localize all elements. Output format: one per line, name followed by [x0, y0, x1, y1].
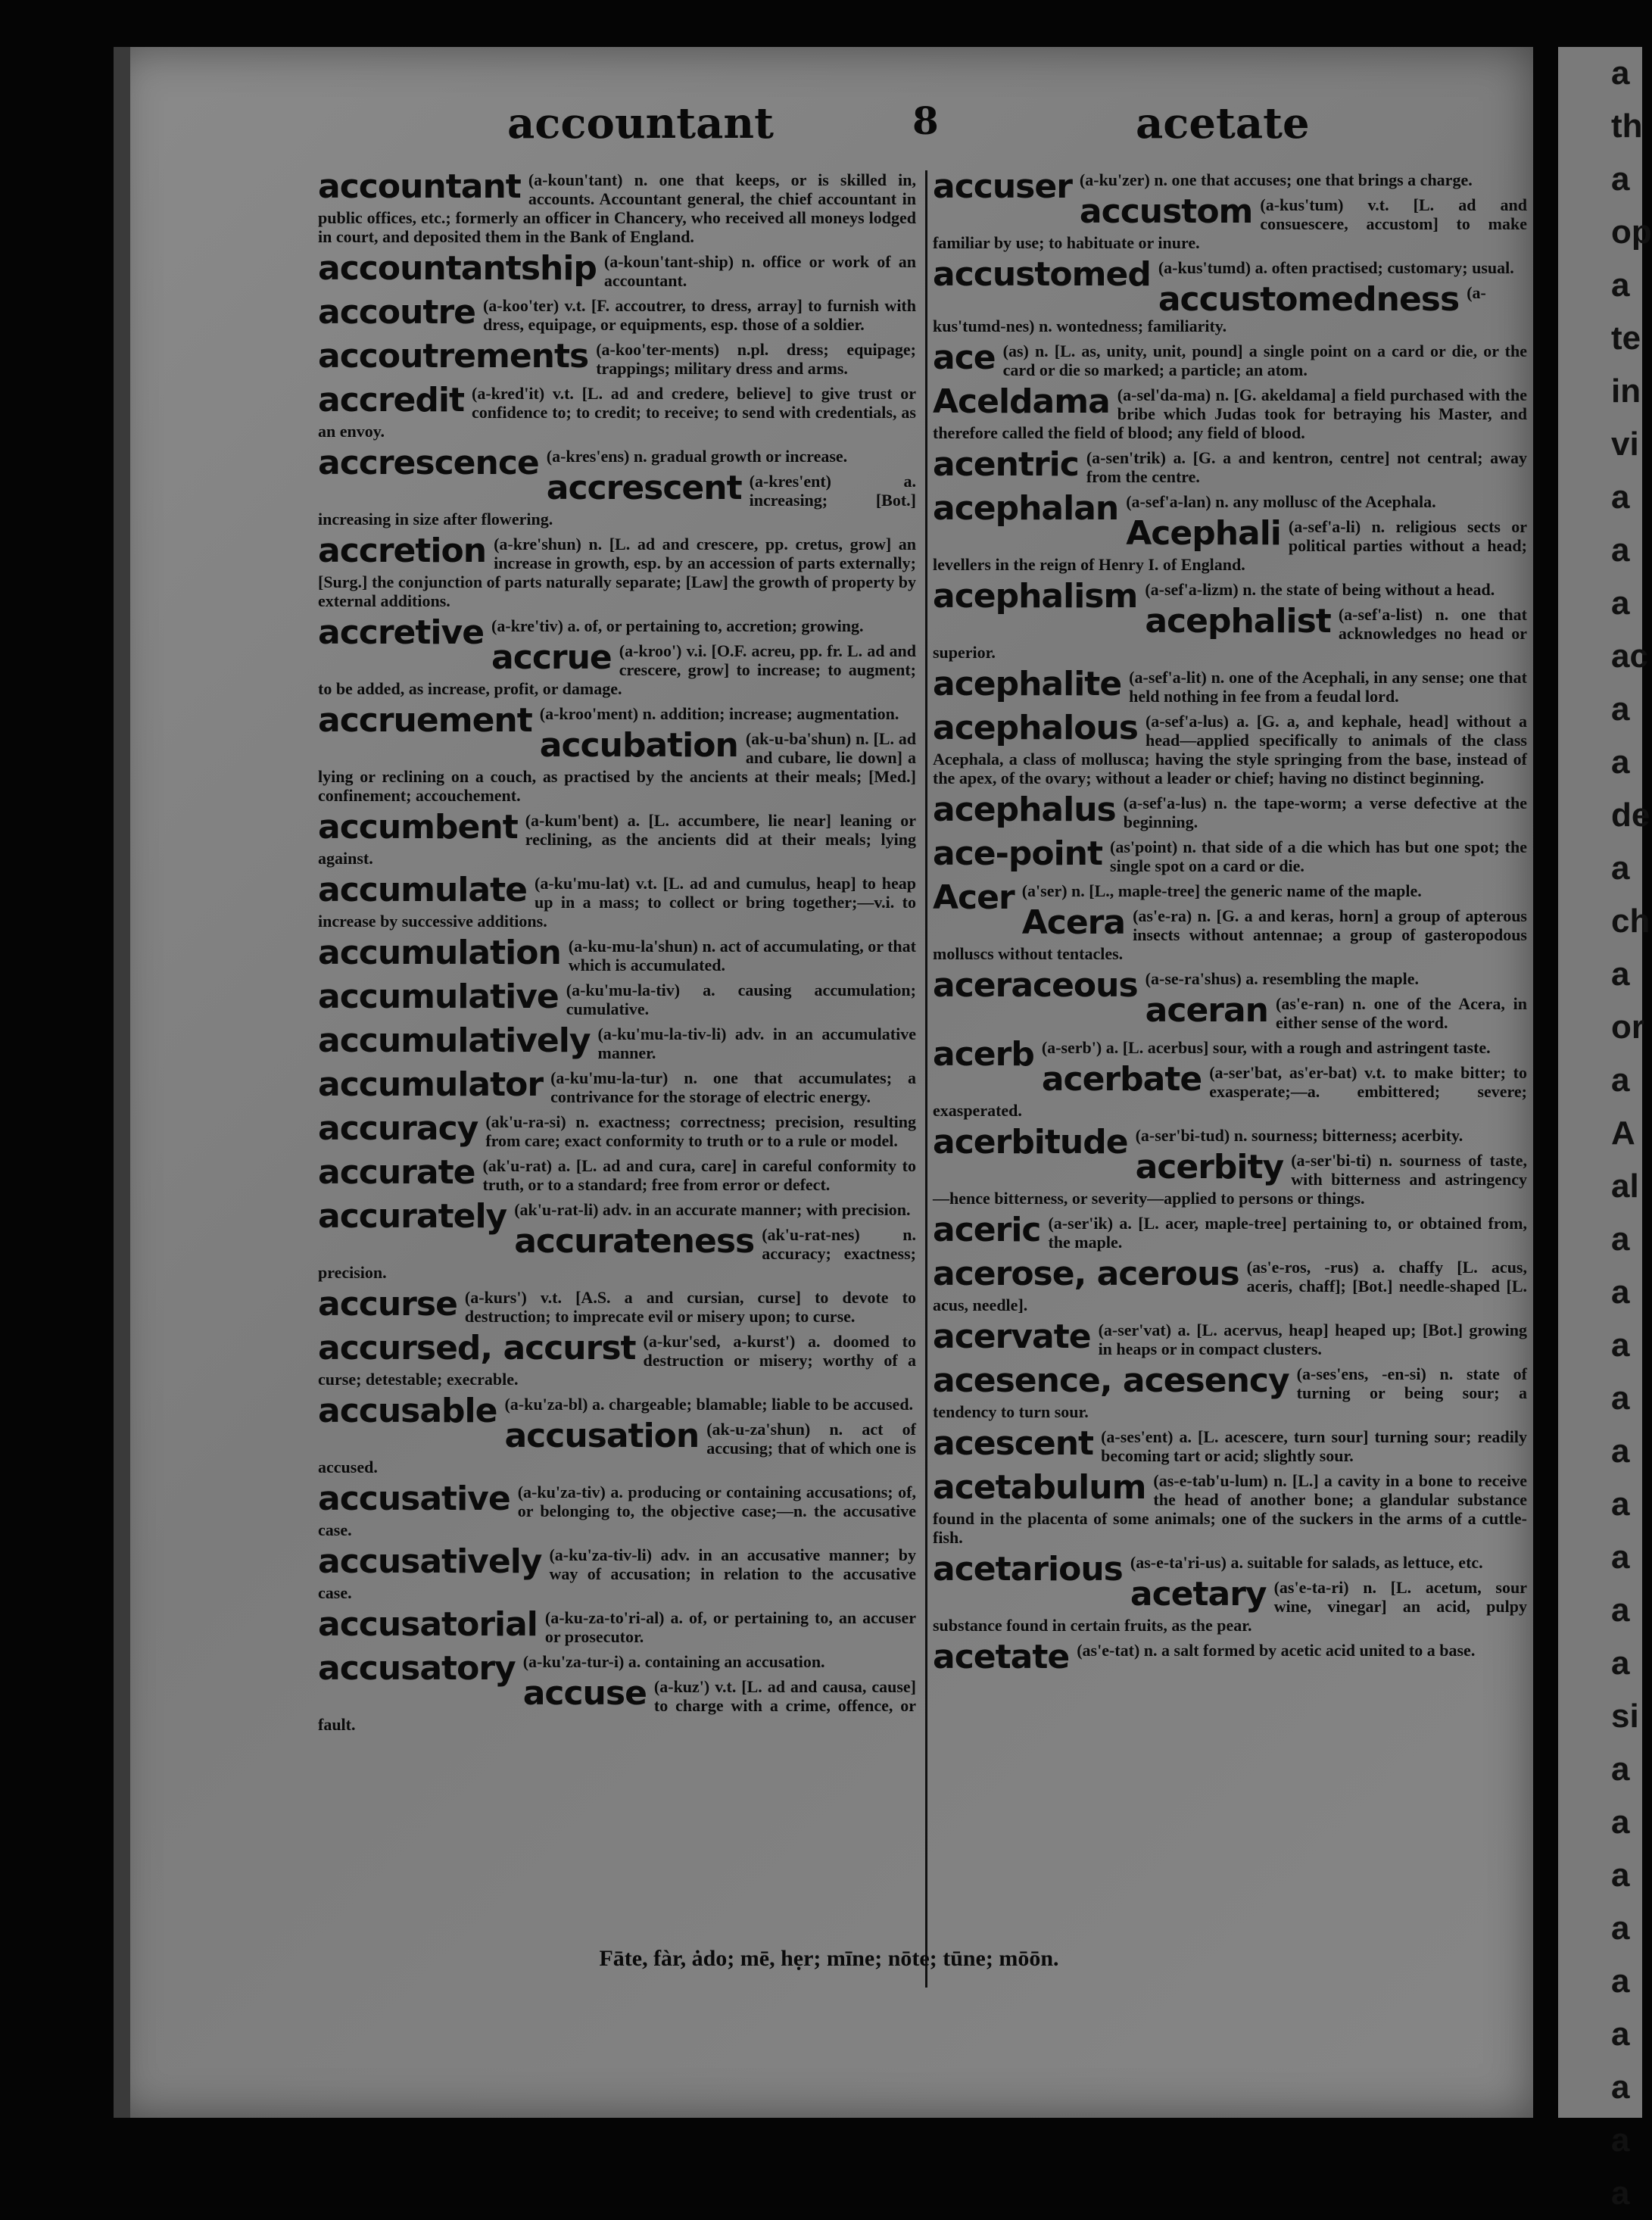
definition: (a-ku'za-tiv-li) adv. in an accusative manner; by way of accusation; in relation to the accusative case.	[318, 1545, 916, 1602]
dictionary-entry	[933, 709, 1527, 787]
adjacent-page-fragment: te	[1611, 320, 1641, 357]
definition: (a-ku-mu-la'shun) n. act of accumulating, or that which is accumulated.	[568, 937, 916, 974]
headword: accustomed	[933, 255, 1151, 294]
page-header	[129, 61, 1529, 159]
column-divider	[925, 170, 927, 1988]
headword: accubation	[539, 726, 738, 765]
adjacent-page-fragment: ac	[1611, 638, 1648, 675]
dictionary-entry	[933, 1211, 1527, 1252]
adjacent-page-fragment: al	[1611, 1168, 1639, 1205]
dictionary-entry	[318, 337, 916, 378]
headword: acetabulum	[933, 1468, 1146, 1507]
definition: (a-ku-za-to'ri-al) a. of, or pertaining to, an accuser or prosecutor.	[544, 1608, 916, 1646]
definition: (a-sef'a-list) n. one that acknowledges no head or superior.	[933, 605, 1527, 662]
definition: (a-sef'a-lus) n. the tape-worm; a verse defective at the beginning.	[1123, 794, 1527, 831]
dictionary-entry	[933, 167, 1527, 206]
definition: (a-kus'tum) v.t. [L. ad and consuescere, accustom] to make familiar by use; to habituate or inure.	[933, 195, 1527, 252]
headword: accretive	[318, 613, 485, 652]
dictionary-entry	[933, 1123, 1527, 1161]
definition: (as'point) n. that side of a die which has but one spot; the single spot on a card or die.	[1110, 837, 1527, 875]
dictionary-entry	[318, 167, 916, 246]
definition: (as-e-tab'u-lum) n. [L.] a cavity in a bone to receive the head of another bone; a glandular substance found in the placenta of some animals; one of the suckers in the arms of a cuttle-fish.	[933, 1471, 1527, 1547]
headword: acerbate	[1041, 1060, 1202, 1099]
headword: acesence, acesency	[933, 1361, 1289, 1400]
definition: (ak'u-rat-li) adv. in an accurate manner; with precision.	[514, 1200, 911, 1219]
definition: (a-kred'it) v.t. [L. ad and credere, believe] to give trust or confidence to; to credit; to receive; to send with credentials, as an envoy.	[318, 384, 916, 441]
definition: (a-kroo') v.i. [O.F. acreu, pp. fr. L. ad and crescere, grow] to increase; to augment; to be added, as increase, profit, or damage.	[318, 641, 916, 698]
headword: accrescence	[318, 444, 539, 482]
dictionary-entry	[933, 1468, 1527, 1547]
definition: (a-ku'mu-la-tur) n. one that accumulates; a contrivance for the storage of electric energy.	[550, 1068, 916, 1106]
dictionary-entry	[933, 577, 1527, 616]
headword: Acephali	[1126, 514, 1281, 553]
dictionary-entry	[318, 532, 916, 610]
dictionary-entry	[318, 1153, 916, 1194]
left-column	[318, 167, 916, 1740]
adjacent-page-edge	[1558, 47, 1652, 2212]
headword: accuser	[933, 167, 1072, 206]
headword: acerbitude	[933, 1123, 1128, 1161]
adjacent-page-fragment: a	[1611, 55, 1630, 92]
headword: accrue	[491, 638, 612, 677]
headword: accurse	[318, 1285, 457, 1324]
pronunciation-key: Fāte, fàr, ȧdo; mē, hẹr; mīne; nōte; tūne; mōōn.	[599, 1946, 1059, 1971]
adjacent-page-fragment: A	[1611, 1115, 1635, 1152]
definition: (as-e-ta'ri-us) a. suitable for salads, as lettuce, etc.	[1130, 1553, 1483, 1572]
dictionary-entry	[318, 1021, 916, 1062]
definition: (as'e-ta-ri) n. [L. acetum, sour wine, vinegar] an acid, pulpy substance found in certain fruits, as the pear.	[933, 1578, 1527, 1635]
adjacent-page-fragment: a	[1611, 1274, 1630, 1311]
adjacent-page-fragment: a	[1611, 1221, 1630, 1258]
definition: (a-kres'ent) a. increasing; [Bot.] increasing in size after flowering.	[318, 472, 916, 528]
definition: (a-sef'a-lus) a. [G. a, and kephale, head] without a head—applied specifically to animals of the class Acephala, a class of mollusca; having the style springing from the base, instead of the apex, of the ovary; without a leader or chief; having no distinct beginning.	[933, 712, 1527, 787]
definition: (a-ku'mu-la-tiv) a. causing accumulation; cumulative.	[566, 981, 916, 1018]
adjacent-page-fragment: a	[1611, 1804, 1630, 1841]
definition: (a-serb') a. [L. acerbus] sour, with a rough and astringent taste.	[1041, 1038, 1491, 1057]
headword: acephalism	[933, 577, 1138, 616]
definition: (a-ku'za-tiv) a. producing or containing accusations; of, or belonging to, the objective case;—n. the accusative case.	[318, 1483, 916, 1539]
definition: (a-ses'ens, -en-si) n. state of turning or being sour; a tendency to turn sour.	[933, 1364, 1527, 1421]
definition: (a-kre'shun) n. [L. ad and crescere, pp. cretus, grow] an increase in growth, esp. by an accession of parts externally; [Surg.] the conjunction of parts naturally separate; [Law] the growth of property by external additions.	[318, 535, 916, 610]
headword: aceran	[1145, 991, 1269, 1030]
definition: (a-ku'zer) n. one that accuses; one that brings a charge.	[1079, 170, 1473, 189]
definition: (ak'u-ra-si) n. exactness; correctness; precision, resulting from care; exact conformity to truth or to a rule or model.	[485, 1112, 916, 1150]
adjacent-page-fragment: a	[1611, 1592, 1630, 1629]
definition: (as) n. [L. as, unity, unit, pound] a single point on a card or die, or the card or die so marked; a particle; an atom.	[1002, 341, 1527, 379]
definition: (a-kus'tumd) a. often practised; customary; usual.	[1158, 258, 1514, 277]
page-number: 8	[912, 98, 939, 143]
definition: (a-kus'tumd-nes) n. wontedness; familiarity.	[933, 283, 1486, 335]
dictionary-entry	[933, 445, 1527, 486]
definition: (ak'u-rat) a. [L. ad and cura, care] in careful conformity to truth, or to a standard; free from error or defect.	[482, 1156, 916, 1194]
adjacent-page-fragment: vi	[1611, 426, 1639, 463]
adjacent-page-fragment: a	[1611, 532, 1630, 569]
definition: (ak-u-ba'shun) n. [L. ad and cubare, lie down] a lying or reclining on a couch, as practised by the ancients at their meals; [Med.] confinement; accouchement.	[318, 729, 916, 805]
dictionary-entry	[318, 726, 916, 805]
headword: Aceldama	[933, 382, 1110, 421]
adjacent-page-fragment: a	[1611, 1327, 1630, 1364]
headword: accredit	[318, 381, 465, 419]
headword: accurate	[318, 1153, 475, 1192]
dictionary-entry	[318, 934, 916, 974]
headword: acetarious	[933, 1550, 1123, 1589]
adjacent-page-fragment: a	[1611, 956, 1630, 993]
adjacent-page-fragment: a	[1611, 850, 1630, 887]
definition: (a-ku'za-bl) a. chargeable; blamable; liable to be accused.	[504, 1395, 914, 1414]
headword: accumulative	[318, 977, 559, 1016]
dictionary-entry	[318, 381, 916, 441]
definition: (a-ku'mu-lat) v.t. [L. ad and cumulus, heap] to heap up in a mass; to collect or bring together;—v.i. to increase by successive additions.	[318, 874, 916, 931]
adjacent-page-fragment: a	[1611, 1486, 1630, 1523]
dictionary-entry	[318, 808, 916, 868]
dictionary-entry	[318, 444, 916, 482]
headword: accumulator	[318, 1065, 544, 1104]
adjacent-page-fragment: a	[1611, 744, 1630, 781]
dictionary-entry	[318, 1197, 916, 1236]
adjacent-page-fragment: ch	[1611, 903, 1650, 940]
headword: aceric	[933, 1211, 1041, 1249]
dictionary-entry	[318, 1542, 916, 1602]
adjacent-page-fragment: a	[1611, 161, 1630, 198]
headword: accusatory	[318, 1649, 516, 1688]
headword: accustom	[1079, 192, 1253, 231]
definition: (a-ku'mu-la-tiv-li) adv. in an accumulative manner.	[597, 1024, 916, 1062]
definition: (a-ser'bi-tud) n. sourness; bitterness; acerbity.	[1135, 1126, 1463, 1145]
headword: acephalan	[933, 489, 1119, 528]
headword: accoutre	[318, 293, 475, 332]
adjacent-page-fragment: a	[1611, 2175, 1630, 2212]
adjacent-page-fragment: a	[1611, 2122, 1630, 2159]
dictionary-entry	[318, 613, 916, 652]
headword: accusable	[318, 1392, 497, 1430]
dictionary-entry	[318, 871, 916, 931]
dictionary-entry	[933, 255, 1527, 294]
adjacent-page-fragment: op	[1611, 214, 1652, 251]
adjacent-page-fragment: or	[1611, 1009, 1644, 1046]
definition: (a-kuz') v.t. [L. ad and causa, cause] to charge with a crime, offence, or fault.	[318, 1677, 916, 1734]
adjacent-page-fragment: a	[1611, 585, 1630, 622]
definition: (as'e-tat) n. a salt formed by acetic acid united to a base.	[1077, 1641, 1476, 1660]
definition: (a-kroo'ment) n. addition; increase; augmentation.	[539, 704, 899, 723]
headword: accustomedness	[1158, 280, 1460, 319]
definition: (a-ser'ik) a. [L. acer, maple-tree] pertaining to, or obtained from, the maple.	[1048, 1214, 1527, 1252]
dictionary-entry	[318, 1109, 916, 1150]
headword: aceraceous	[933, 966, 1138, 1005]
headword: accruement	[318, 701, 532, 740]
definition: (a-koun'tant) n. one that keeps, or is skilled in, accounts. Accountant general, the chief accountant in public offices, etc.; formerly an officer in Chancery, who received all moneys lodged in court, and deposited them in the Bank of England.	[318, 170, 916, 246]
headword: accountant	[318, 167, 521, 206]
dictionary-entry	[933, 1638, 1527, 1676]
definition: (ak'u-rat-nes) n. accuracy; exactness; precision.	[318, 1225, 916, 1282]
headword: accumulation	[318, 934, 561, 972]
dictionary-entry	[933, 1035, 1527, 1074]
adjacent-page-fragment: a	[1611, 1380, 1630, 1417]
definition: (a-sel'da-ma) n. [G. akeldama] a field purchased with the bribe which Judas took for betraying his Master, and therefore called the field of blood; any field of blood.	[933, 385, 1527, 442]
definition: (a-sen'trik) a. [G. a and kentron, centre] not central; away from the centre.	[1086, 448, 1527, 486]
definition: (a-koo'ter) v.t. [F. accoutrer, to dress, array] to furnish with dress, equipage, or equipments, esp. those of a soldier.	[482, 296, 916, 334]
headword: accumbent	[318, 808, 518, 847]
adjacent-page-fragment: a	[1611, 1539, 1630, 1576]
definition: (a-kres'ens) n. gradual growth or increase.	[546, 447, 848, 466]
definition: (a-kum'bent) a. [L. accumbere, lie near] leaning or reclining, as the ancients did at their meals; lying against.	[318, 811, 916, 868]
adjacent-page-fragment: de	[1611, 797, 1650, 834]
dictionary-entry	[933, 790, 1527, 831]
adjacent-page-fragment: a	[1611, 1910, 1630, 1947]
headword: accusatively	[318, 1542, 542, 1581]
definition: (a-koun'tant-ship) n. office or work of an accountant.	[603, 252, 916, 290]
definition: (a-kur'sed, a-kurst') a. doomed to destruction or misery; worthy of a curse; detestable; execrable.	[318, 1332, 916, 1389]
dictionary-entry	[318, 1329, 916, 1389]
headword: Acera	[1021, 903, 1126, 942]
headword: acentric	[933, 445, 1079, 484]
definition: (a'ser) n. [L., maple-tree] the generic name of the maple.	[1021, 881, 1422, 900]
definition: (a-kurs') v.t. [A.S. a and cursian, curse] to devote to destruction; to imprecate evil or misery upon; to curse.	[464, 1288, 916, 1326]
headword: acerose, acerous	[933, 1255, 1239, 1293]
definition: (a-se-ra'shus) a. resembling the maple.	[1145, 969, 1420, 988]
dictionary-entry	[933, 1255, 1527, 1314]
dictionary-entry	[933, 878, 1527, 917]
headword: accusation	[504, 1417, 700, 1455]
headword: accretion	[318, 532, 487, 570]
adjacent-page-fragment: a	[1611, 479, 1630, 516]
definition: (a-sef'a-lan) n. any mollusc of the Acephala.	[1126, 492, 1436, 511]
headword: accrescent	[546, 469, 742, 507]
adjacent-page-fragment: a	[1611, 2069, 1630, 2106]
adjacent-page-fragment: a	[1611, 1433, 1630, 1470]
dictionary-entry	[933, 1361, 1527, 1421]
headword: acerb	[933, 1035, 1034, 1074]
dictionary-entry	[933, 834, 1527, 875]
headword: accuracy	[318, 1109, 478, 1148]
headword: acephalous	[933, 709, 1138, 747]
dictionary-entry	[933, 966, 1527, 1005]
adjacent-page-fragment: a	[1611, 1963, 1630, 2000]
dictionary-entry	[933, 1550, 1527, 1589]
guide-word-left: accountant	[507, 98, 774, 148]
dictionary-entry	[318, 1065, 916, 1106]
guide-word-right: acetate	[1136, 98, 1310, 148]
headword: accurateness	[514, 1222, 755, 1261]
definition: (a-ses'ent) a. [L. acescere, turn sour] turning sour; readily becoming tart or acid; slightly sour.	[1101, 1427, 1527, 1465]
dictionary-entry	[318, 1649, 916, 1688]
headword: accusative	[318, 1479, 510, 1518]
dictionary-entry	[933, 382, 1527, 442]
adjacent-page-fragment: a	[1611, 2016, 1630, 2053]
headword: Acer	[933, 878, 1015, 917]
headword: acetary	[1130, 1575, 1267, 1614]
dictionary-entry	[933, 665, 1527, 706]
headword: accuse	[522, 1674, 647, 1713]
definition: (a-sef'a-lizm) n. the state of being without a head.	[1145, 580, 1495, 599]
right-column	[933, 167, 1527, 1676]
adjacent-page-fragment: th	[1611, 108, 1643, 145]
adjacent-page-fragment: a	[1611, 1062, 1630, 1099]
dictionary-entry	[318, 1392, 916, 1430]
definition: (a-koo'ter-ments) n.pl. dress; equipage; trappings; military dress and arms.	[596, 340, 916, 378]
adjacent-page-fragment: si	[1611, 1698, 1639, 1735]
dictionary-entry	[933, 1317, 1527, 1358]
definition: (a-sef'a-li) n. religious sects or political parties without a head; levellers in the reign of Henry I. of England.	[933, 517, 1527, 574]
adjacent-page-fragment: a	[1611, 267, 1630, 304]
headword: acervate	[933, 1317, 1091, 1356]
definition: (as'e-ran) n. one of the Acera, in either sense of the word.	[1276, 994, 1527, 1032]
dictionary-entry	[933, 1424, 1527, 1465]
headword: accurately	[318, 1197, 507, 1236]
headword: accursed, accurst	[318, 1329, 636, 1367]
dictionary-entry	[318, 293, 916, 334]
adjacent-page-fragment: a	[1611, 1645, 1630, 1682]
headword: accumulatively	[318, 1021, 591, 1060]
definition: (a-ser'bi-ti) n. sourness of taste, with bitterness and astringency—hence bitterness, or severity—applied to persons or things.	[933, 1151, 1527, 1208]
headword: accountantship	[318, 249, 597, 288]
headword: acescent	[933, 1424, 1094, 1463]
definition: (as'e-ra) n. [G. a and keras, horn] a group of apterous insects without antennae; a group of gasteropodous molluscs without tentacles.	[933, 906, 1527, 963]
headword: ace	[933, 338, 996, 377]
dictionary-entry	[933, 489, 1527, 528]
headword: ace-point	[933, 834, 1103, 873]
headword: accusatorial	[318, 1605, 538, 1644]
dictionary-entry	[318, 977, 916, 1018]
definition: (a-ku'za-tur-i) a. containing an accusation.	[522, 1652, 825, 1671]
headword: acephalist	[1145, 602, 1331, 641]
adjacent-page-fragment: in	[1611, 373, 1641, 410]
headword: accoutrements	[318, 337, 589, 376]
dictionary-entry	[318, 1605, 916, 1646]
adjacent-page-fragment: a	[1611, 1751, 1630, 1788]
headword: acephalus	[933, 790, 1116, 829]
headword: acerbity	[1135, 1148, 1284, 1186]
dictionary-entry	[933, 338, 1527, 379]
adjacent-page-fragment: a	[1611, 1857, 1630, 1894]
definition: (as'e-ros, -rus) a. chaffy [L. acus, aceris, chaff]; [Bot.] needle-shaped [L. acus, needle].	[933, 1258, 1527, 1314]
headword: acephalite	[933, 665, 1122, 703]
page-gutter	[114, 47, 130, 2118]
headword: accumulate	[318, 871, 527, 909]
dictionary-entry	[933, 903, 1527, 963]
dictionary-entry	[318, 701, 916, 740]
headword: acetate	[933, 1638, 1070, 1676]
definition: (ak-u-za'shun) n. act of accusing; that of which one is accused.	[318, 1420, 916, 1476]
dictionary-entry	[318, 249, 916, 290]
definition: (a-sef'a-lit) n. one of the Acephali, in any sense; one that held nothing in fee from a feudal lord.	[1129, 668, 1527, 706]
adjacent-page-fragment: a	[1611, 691, 1630, 728]
definition: (a-kre'tiv) a. of, or pertaining to, accretion; growing.	[491, 616, 864, 635]
definition: (a-ser'bat, as'er-bat) v.t. to make bitter; to exasperate;—a. embittered; severe; exasperated.	[933, 1063, 1527, 1120]
dictionary-entry	[318, 1285, 916, 1326]
definition: (a-ser'vat) a. [L. acervus, heap] heaped up; [Bot.] growing in heaps or in compact clusters.	[1098, 1320, 1527, 1358]
dictionary-entry	[318, 1479, 916, 1539]
